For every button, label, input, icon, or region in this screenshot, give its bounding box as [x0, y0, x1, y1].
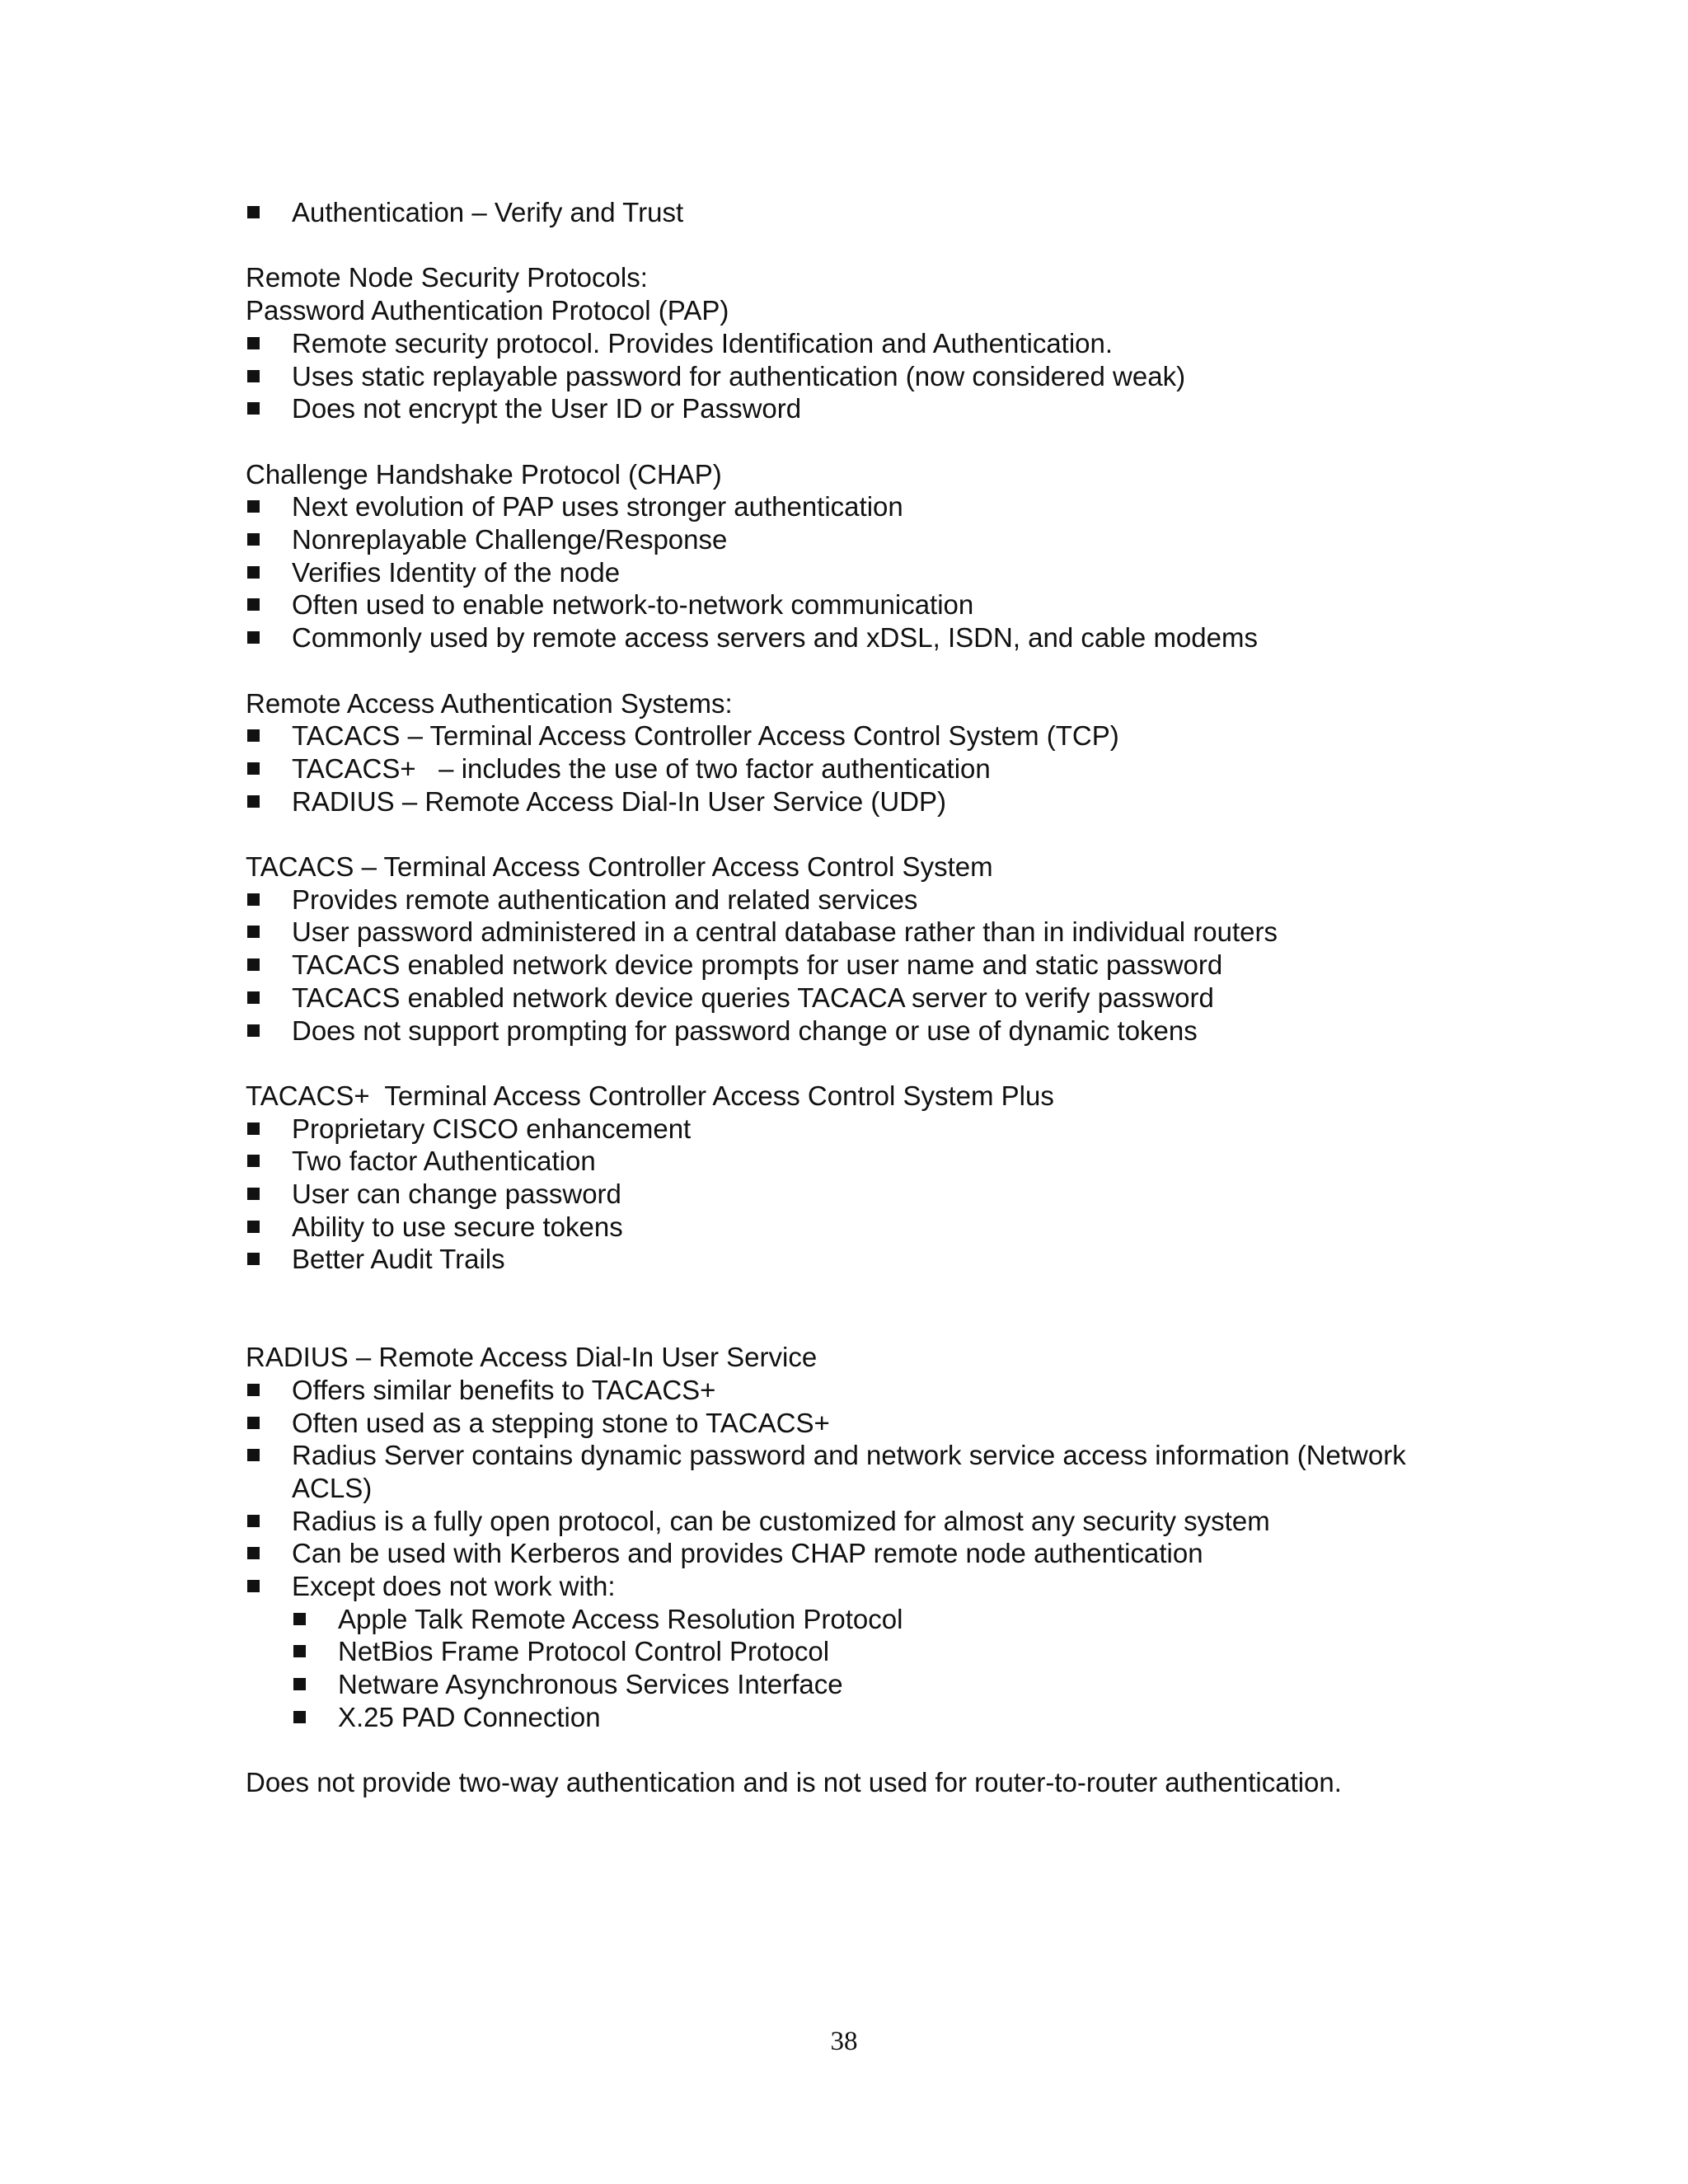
square-bullet-icon — [247, 566, 260, 579]
list-item-text: X.25 PAD Connection — [338, 1701, 601, 1732]
list-item-text: Netware Asynchronous Services Interface — [338, 1669, 843, 1700]
square-bullet-icon — [247, 1547, 260, 1559]
square-bullet-icon — [247, 337, 260, 349]
spacer — [246, 1734, 1449, 1767]
list-item — [246, 883, 1449, 916]
section-heading-radius: RADIUS – Remote Access Dial-In User Service — [246, 1342, 818, 1373]
list-item — [246, 785, 1449, 818]
closing-paragraph: Does not provide two-way authentication and is not used for router-to-router authentication. — [246, 1767, 1342, 1798]
list-item — [246, 1015, 1449, 1047]
list-item — [246, 621, 1449, 654]
square-bullet-icon — [247, 370, 260, 382]
pap-list — [246, 327, 1449, 425]
list-item — [246, 719, 1449, 752]
list-item-text: Often used as a stepping stone to TACACS+ — [292, 1407, 830, 1438]
list-item-text: Provides remote authentication and related services — [292, 883, 918, 915]
list-item — [246, 523, 1449, 556]
list-item — [246, 1113, 1449, 1146]
section-heading-tacacs: TACACS – Terminal Access Controller Access Control System — [246, 851, 993, 882]
list-item-text: Often used to enable network-to-network communication — [292, 589, 974, 621]
list-item-text: Apple Talk Remote Access Resolution Protocol — [338, 1603, 903, 1634]
square-bullet-icon — [293, 1613, 306, 1625]
section-heading-pap: Password Authentication Protocol (PAP) — [246, 295, 729, 326]
list-item-text: Two factor Authentication — [292, 1146, 596, 1177]
section-heading-remote-node: Remote Node Security Protocols: — [246, 262, 648, 293]
list-item-text: NetBios Frame Protocol Control Protocol — [338, 1636, 830, 1667]
square-bullet-icon — [247, 533, 260, 546]
square-bullet-icon — [247, 1449, 260, 1461]
sub-list-item — [246, 1635, 1449, 1668]
square-bullet-icon — [247, 1384, 260, 1396]
square-bullet-icon — [247, 1024, 260, 1037]
square-bullet-icon — [247, 1221, 260, 1233]
page-content — [246, 196, 1449, 1799]
square-bullet-icon — [247, 1188, 260, 1200]
square-bullet-icon — [247, 893, 260, 906]
list-item-text: Ability to use secure tokens — [292, 1211, 623, 1242]
list-item-text: TACACS+ – includes the use of two factor authentication — [292, 752, 991, 784]
list-item — [246, 1211, 1449, 1244]
page-number: 38 — [830, 2027, 858, 2056]
list-item-text: User password administered in a central database rather than in individual routers — [292, 916, 1278, 948]
list-item — [246, 588, 1449, 621]
spacer — [246, 818, 1449, 851]
list-item-text: TACACS – Terminal Access Controller Access Control System (TCP) — [292, 720, 1119, 752]
list-item — [246, 949, 1449, 982]
list-item — [246, 1145, 1449, 1178]
list-item-text: Better Audit Trails — [292, 1244, 505, 1275]
square-bullet-icon — [293, 1678, 306, 1690]
list-item — [246, 392, 1449, 425]
list-item-text: TACACS enabled network device prompts for user name and static password — [292, 949, 1223, 981]
list-item-text: Remote security protocol. Provides Identification and Authentication. — [292, 327, 1114, 359]
list-item — [246, 490, 1449, 523]
square-bullet-icon — [247, 1580, 260, 1592]
list-item — [246, 1505, 1449, 1538]
square-bullet-icon — [247, 762, 260, 775]
sub-list-item — [246, 1603, 1449, 1636]
list-item — [246, 1537, 1449, 1570]
spacer — [246, 1276, 1449, 1341]
square-bullet-icon — [247, 795, 260, 808]
list-item-text: Radius is a fully open protocol, can be customized for almost any security system — [292, 1505, 1270, 1536]
square-bullet-icon — [247, 1417, 260, 1429]
remote-access-list — [246, 719, 1449, 818]
list-item — [246, 1439, 1449, 1504]
list-item — [246, 1178, 1449, 1211]
square-bullet-icon — [247, 1515, 260, 1527]
list-item-text: Can be used with Kerberos and provides CHAP remote node authentication — [292, 1538, 1203, 1569]
list-item — [246, 752, 1449, 785]
list-item-text: RADIUS – Remote Access Dial-In User Service (UDP) — [292, 785, 947, 817]
top-bullet-list — [246, 196, 1449, 229]
square-bullet-icon — [247, 729, 260, 742]
list-item-text: Offers similar benefits to TACACS+ — [292, 1374, 716, 1405]
list-item-text: Radius Server contains dynamic password and network service access information (Network ACLS) — [292, 1440, 1406, 1503]
list-item-text: Proprietary CISCO enhancement — [292, 1113, 692, 1144]
spacer — [246, 425, 1449, 458]
square-bullet-icon — [247, 1155, 260, 1167]
list-item — [246, 1374, 1449, 1407]
list-item-text: Does not support prompting for password change or use of dynamic tokens — [292, 1015, 1198, 1046]
list-item — [246, 556, 1449, 589]
square-bullet-icon — [293, 1711, 306, 1723]
list-item-text: Uses static replayable password for authentication (now considered weak) — [292, 360, 1186, 391]
list-item-text: Nonreplayable Challenge/Response — [292, 524, 728, 555]
list-item-text: Does not encrypt the User ID or Password — [292, 393, 802, 424]
list-item-text: TACACS enabled network device queries TACACA server to verify password — [292, 982, 1214, 1013]
square-bullet-icon — [247, 1122, 260, 1135]
square-bullet-icon — [247, 206, 260, 218]
square-bullet-icon — [247, 926, 260, 938]
list-item-text: Verifies Identity of the node — [292, 556, 621, 588]
list-item-text: Except does not work with: — [292, 1571, 616, 1602]
section-heading-chap: Challenge Handshake Protocol (CHAP) — [246, 458, 722, 490]
square-bullet-icon — [247, 958, 260, 971]
tacacs-list — [246, 883, 1449, 1047]
list-item — [246, 982, 1449, 1015]
square-bullet-icon — [247, 631, 260, 644]
list-item — [246, 1407, 1449, 1440]
list-item — [246, 1243, 1449, 1276]
spacer — [246, 654, 1449, 687]
list-item — [246, 360, 1449, 393]
radius-list — [246, 1374, 1449, 1734]
chap-list — [246, 490, 1449, 654]
list-item — [246, 1570, 1449, 1603]
square-bullet-icon — [247, 991, 260, 1004]
list-item-text: Commonly used by remote access servers and xDSL, ISDN, and cable modems — [292, 622, 1258, 654]
list-item — [246, 196, 1449, 229]
square-bullet-icon — [247, 500, 260, 513]
section-heading-remote-access: Remote Access Authentication Systems: — [246, 687, 733, 719]
list-item-text: Next evolution of PAP uses stronger authentication — [292, 491, 903, 523]
section-heading-tacacs-plus: TACACS+ Terminal Access Controller Access Control System Plus — [246, 1080, 1054, 1111]
list-item-text: User can change password — [292, 1179, 621, 1210]
list-item — [246, 327, 1449, 360]
sub-list-item — [246, 1701, 1449, 1734]
list-item-text: Authentication – Verify and Trust — [292, 197, 684, 227]
spacer — [246, 1047, 1449, 1080]
square-bullet-icon — [247, 598, 260, 611]
list-item — [246, 916, 1449, 949]
square-bullet-icon — [247, 1253, 260, 1265]
spacer — [246, 229, 1449, 262]
square-bullet-icon — [247, 402, 260, 415]
tacacs-plus-list — [246, 1113, 1449, 1277]
square-bullet-icon — [293, 1645, 306, 1657]
sub-list-item — [246, 1668, 1449, 1701]
